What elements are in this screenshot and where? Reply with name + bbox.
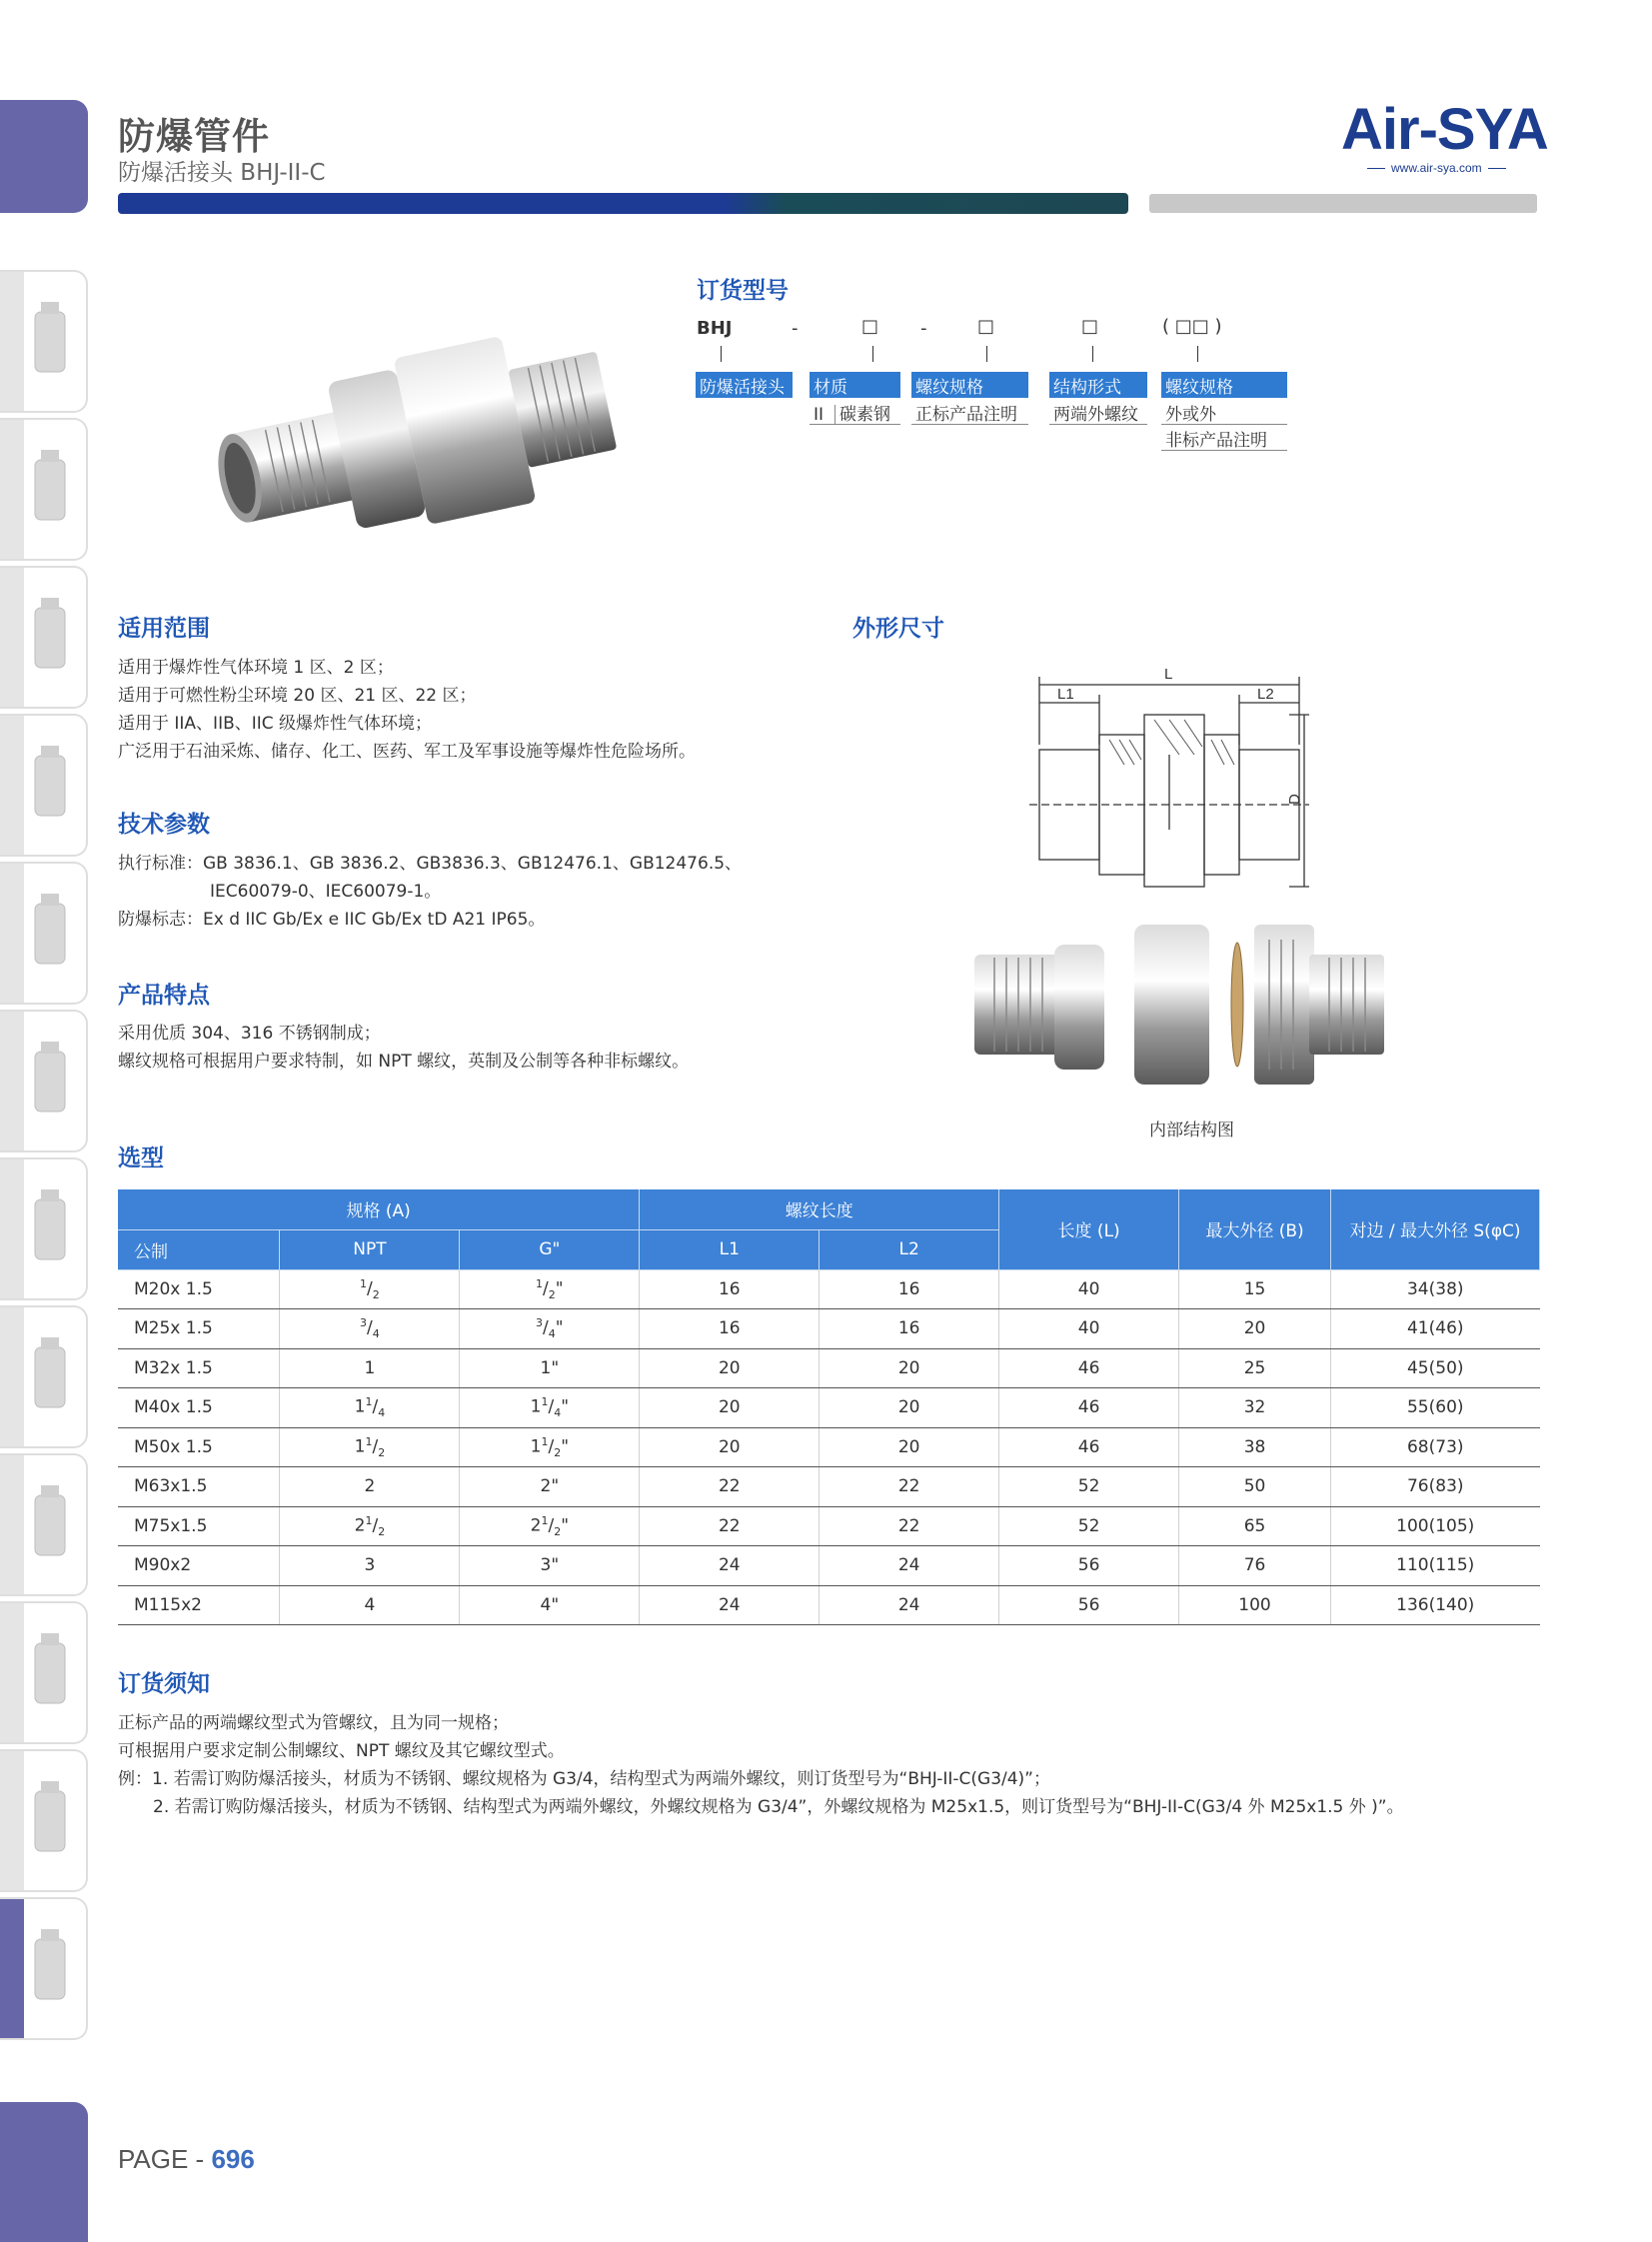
notes-heading: 订货须知 [118, 1671, 210, 1697]
box-icon [25, 889, 75, 979]
material-code: II [814, 405, 835, 425]
tab-stripe [0, 864, 24, 1003]
col-header-npt: NPT [280, 1229, 460, 1269]
cell-l1: 16 [640, 1309, 820, 1349]
order-code-box-3: □ [1081, 316, 1099, 337]
order-code-label: 防爆活接头 [696, 372, 793, 398]
col-header-thread-length: 螺纹长度 [640, 1189, 999, 1229]
cell-l2: 20 [820, 1388, 999, 1428]
enclosure-icon [25, 1037, 75, 1126]
cell-l1: 24 [640, 1546, 820, 1586]
tab-stripe [0, 1603, 24, 1742]
material-row [810, 399, 900, 425]
structure-value: 两端外螺纹 [1049, 399, 1147, 425]
order-code-label: 螺纹规格 [1161, 372, 1287, 398]
order-code-label: 螺纹规格 [911, 372, 1028, 398]
col-header-l1: L1 [640, 1229, 820, 1269]
cell-l1: 20 [640, 1427, 820, 1467]
scope-line: 广泛用于石油采炼、储存、化工、医药、军工及军事设施等爆炸性危险场所。 [118, 742, 696, 762]
cell-max-od: 50 [1179, 1467, 1331, 1507]
cell-max-od: 100 [1179, 1585, 1331, 1625]
page-number [118, 2144, 255, 2175]
cell-npt: $1^1/_2$ [280, 1427, 460, 1467]
order-code-dash-2: - [920, 318, 927, 339]
cell-length: 56 [999, 1546, 1179, 1586]
cell-l2: 16 [820, 1309, 999, 1349]
thread2-value-1: 外或外 [1161, 399, 1287, 425]
cell-l2: 16 [820, 1269, 999, 1309]
cell-npt: $^1/_2$ [280, 1269, 460, 1309]
cell-length: 56 [999, 1585, 1179, 1625]
cell-l2: 24 [820, 1546, 999, 1586]
cell-g: $^3/_4$" [460, 1309, 640, 1349]
cell-max-od: 76 [1179, 1546, 1331, 1586]
cell-metric: M75x1.5 [118, 1506, 280, 1546]
table-row [118, 1388, 1540, 1428]
order-code-label: 材质 [810, 372, 900, 398]
tab-stripe [0, 1307, 24, 1446]
cell-g: 3" [460, 1546, 640, 1586]
tech-marking: 防爆标志：Ex d IIC Gb/Ex e IIC Gb/Ex tD A21 IP65。 [118, 910, 546, 930]
table-row [118, 1309, 1540, 1349]
cell-length: 52 [999, 1506, 1179, 1546]
cell-across: 110(115) [1331, 1546, 1540, 1586]
sidebar-category-tab[interactable] [0, 862, 88, 1005]
cell-metric: M115x2 [118, 1585, 280, 1625]
cell-l2: 20 [820, 1348, 999, 1388]
cell-npt: $1^1/_4$ [280, 1388, 460, 1428]
spring-icon [25, 1776, 75, 1866]
cell-l1: 20 [640, 1348, 820, 1388]
cell-npt: 4 [280, 1585, 460, 1625]
notes-line: 正标产品的两端螺纹型式为管螺纹，且为同一规格； [118, 1713, 509, 1733]
sidebar-top-tab [0, 100, 88, 213]
col-header-l2: L2 [820, 1229, 999, 1269]
cell-l1: 24 [640, 1585, 820, 1625]
header-bar [118, 193, 1128, 214]
sidebar-category-tab[interactable] [0, 1897, 88, 2040]
sidebar-category-tab[interactable] [0, 566, 88, 709]
feature-line: 采用优质 304、316 不锈钢制成； [118, 1024, 381, 1044]
col-header-g: G" [460, 1229, 640, 1269]
cell-length: 52 [999, 1467, 1179, 1507]
dimensions-heading: 外形尺寸 [852, 616, 944, 642]
order-code-label: 结构形式 [1049, 372, 1147, 398]
features-heading: 产品特点 [118, 983, 210, 1009]
cell-npt: $2^1/_2$ [280, 1506, 460, 1546]
page-prefix: PAGE - [118, 2144, 212, 2174]
cell-l2: 22 [820, 1467, 999, 1507]
notes-line: 2. 若需订购防爆活接头，材质为不锈钢、结构型式为两端外螺纹，外螺纹规格为 G3/4”，外螺纹规格为 M25x1.5，则订货型号为“BHJ-II-C(G3/4 外 M25x1.5 外 )”。 [153, 1797, 1404, 1817]
feature-line: 螺纹规格可根据用户要求特制，如 NPT 螺纹，英制及公制等各种非标螺纹。 [118, 1052, 690, 1072]
order-code-box-4: ( □□ ) [1162, 316, 1222, 337]
cell-l2: 24 [820, 1585, 999, 1625]
internal-structure-caption: 内部结构图 [1149, 1121, 1234, 1140]
sidebar-category-tab[interactable] [0, 1749, 88, 1892]
dim-label-L2: L2 [1257, 686, 1274, 703]
thread-value: 正标产品注明 [911, 399, 1028, 425]
scope-line: 适用于 IIA、IIB、IIC 级爆炸性气体环境； [118, 714, 433, 734]
order-code-box-2: □ [977, 316, 995, 337]
cell-max-od: 20 [1179, 1309, 1331, 1349]
gauge-icon [25, 593, 75, 683]
cell-g: 2" [460, 1467, 640, 1507]
scope-list [118, 654, 696, 766]
order-code-tick [1092, 346, 1093, 362]
cell-l2: 20 [820, 1427, 999, 1467]
order-code-model: BHJ [697, 318, 733, 339]
cell-across: 136(140) [1331, 1585, 1540, 1625]
tech-standard: 执行标准：GB 3836.1、GB 3836.2、GB3836.3、GB12476.1、GB12476.5、 [118, 854, 743, 874]
tech-heading: 技术参数 [118, 812, 210, 838]
cell-across: 45(50) [1331, 1348, 1540, 1388]
cell-l2: 22 [820, 1506, 999, 1546]
notes-line: 可根据用户要求定制公制螺纹、NPT 螺纹及其它螺纹型式。 [118, 1741, 565, 1761]
page-title: 防爆管件 [118, 115, 270, 158]
tab-stripe [0, 568, 24, 707]
order-code-tick [872, 346, 873, 362]
col-header-max-od: 最大外径 (B) [1179, 1189, 1331, 1269]
sidebar-bottom-tab [0, 2102, 88, 2242]
order-code-tick [986, 346, 987, 362]
page-subtitle: 防爆活接头 BHJ-II-C [118, 160, 326, 186]
brand-url: www.air-sya.com [1361, 161, 1512, 175]
tab-stripe [0, 716, 24, 855]
separator-icon [25, 445, 75, 535]
cell-max-od: 25 [1179, 1348, 1331, 1388]
cell-length: 40 [999, 1309, 1179, 1349]
cell-g: $1^1/_2$" [460, 1427, 640, 1467]
tab-stripe [0, 1159, 24, 1298]
dim-label-L: L [1164, 666, 1173, 683]
cell-metric: M20x 1.5 [118, 1269, 280, 1309]
order-code-dash-1: - [792, 318, 799, 339]
tab-stripe [0, 272, 24, 411]
cell-npt: 2 [280, 1467, 460, 1507]
dim-label-D: D [1286, 794, 1303, 805]
tab-stripe [0, 1899, 24, 2038]
table-row [118, 1269, 1540, 1309]
cell-length: 40 [999, 1269, 1179, 1309]
table-row [118, 1467, 1540, 1507]
sidebar-category-tab[interactable] [0, 1010, 88, 1152]
cell-across: 68(73) [1331, 1427, 1540, 1467]
dim-label-L1: L1 [1057, 686, 1074, 703]
sidebar-category-tab[interactable] [0, 418, 88, 561]
sidebar-category-tab[interactable] [0, 1157, 88, 1300]
order-code-tick [721, 346, 722, 362]
features-list [118, 1020, 689, 1076]
cell-metric: M90x2 [118, 1546, 280, 1586]
selection-heading: 选型 [118, 1145, 164, 1171]
cell-g: $1^1/_4$" [460, 1388, 640, 1428]
cell-max-od: 38 [1179, 1427, 1331, 1467]
thread2-value-2: 非标产品注明 [1161, 425, 1287, 451]
tech-standard-cont: IEC60079-0、IEC60079-1。 [210, 882, 442, 902]
order-code-box-1: □ [861, 316, 879, 337]
order-code-heading: 订货型号 [697, 278, 789, 304]
material-value: 碳素钢 [839, 405, 890, 425]
cell-across: 76(83) [1331, 1467, 1540, 1507]
sidebar-category-tab[interactable] [0, 1453, 88, 1596]
cell-length: 46 [999, 1388, 1179, 1428]
cell-npt: 3 [280, 1546, 460, 1586]
col-header-metric: 公制 [118, 1229, 280, 1269]
cell-metric: M50x 1.5 [118, 1427, 280, 1467]
cell-npt: 1 [280, 1348, 460, 1388]
cell-length: 46 [999, 1348, 1179, 1388]
sidebar-category-tab[interactable] [0, 714, 88, 857]
tab-stripe [0, 1455, 24, 1594]
fitting-icon [25, 1924, 75, 2014]
scope-line: 适用于爆炸性气体环境 1 区、2 区； [118, 658, 394, 678]
cell-metric: M63x1.5 [118, 1467, 280, 1507]
cell-metric: M25x 1.5 [118, 1309, 280, 1349]
cell-g: $^1/_2$" [460, 1269, 640, 1309]
order-code-tick [1197, 346, 1198, 362]
cell-across: 55(60) [1331, 1388, 1540, 1428]
cell-metric: M32x 1.5 [118, 1348, 280, 1388]
bracket-icon [25, 741, 75, 831]
cell-l1: 22 [640, 1467, 820, 1507]
notes-body [118, 1709, 1404, 1821]
col-header-spec: 规格 (A) [118, 1189, 640, 1229]
tab-stripe [0, 1012, 24, 1150]
brand-logo: Air-SYA [1341, 97, 1548, 162]
cell-max-od: 65 [1179, 1506, 1331, 1546]
regulator-icon [25, 1332, 75, 1422]
scope-line: 适用于可燃性粉尘环境 20 区、21 区、22 区； [118, 686, 477, 706]
tab-stripe [0, 1751, 24, 1890]
elbow-icon [25, 1628, 75, 1718]
cell-across: 41(46) [1331, 1309, 1540, 1349]
cell-across: 100(105) [1331, 1506, 1540, 1546]
table-row [118, 1427, 1540, 1467]
cell-npt: $^3/_4$ [280, 1309, 460, 1349]
page-number-value: 696 [211, 2144, 255, 2174]
table-row [118, 1348, 1540, 1388]
table-row [118, 1546, 1540, 1586]
sidebar-category-tab[interactable] [0, 270, 88, 413]
dimension-drawing [1019, 655, 1319, 895]
product-photo [210, 320, 630, 550]
cell-g: 4" [460, 1585, 640, 1625]
cell-l1: 22 [640, 1506, 820, 1546]
filter-icon [25, 297, 75, 387]
col-header-across: 对边 / 最大外径 S(φC) [1331, 1189, 1540, 1269]
col-header-length: 长度 (L) [999, 1189, 1179, 1269]
header-bar-grey [1149, 194, 1537, 213]
notes-line: 例：1. 若需订购防爆活接头，材质为不锈钢、螺纹规格为 G3/4，结构型式为两端外螺纹，则订货型号为“BHJ-II-C(G3/4)”； [118, 1769, 1050, 1789]
cell-max-od: 32 [1179, 1388, 1331, 1428]
internal-structure-photo [969, 910, 1429, 1100]
cell-l1: 16 [640, 1269, 820, 1309]
cell-l1: 20 [640, 1388, 820, 1428]
tech-params [118, 850, 742, 934]
selection-table [118, 1189, 1540, 1625]
table-row [118, 1585, 1540, 1625]
cell-across: 34(38) [1331, 1269, 1540, 1309]
cell-g: $2^1/_2$" [460, 1506, 640, 1546]
cell-max-od: 15 [1179, 1269, 1331, 1309]
cylinder-icon [25, 1480, 75, 1570]
table-row [118, 1506, 1540, 1546]
sidebar-category-tab[interactable] [0, 1305, 88, 1448]
scope-heading: 适用范围 [118, 616, 210, 642]
tab-stripe [0, 420, 24, 559]
valve-icon [25, 1184, 75, 1274]
cell-g: 1" [460, 1348, 640, 1388]
cell-length: 46 [999, 1427, 1179, 1467]
sidebar-category-tab[interactable] [0, 1601, 88, 1744]
cell-metric: M40x 1.5 [118, 1388, 280, 1428]
